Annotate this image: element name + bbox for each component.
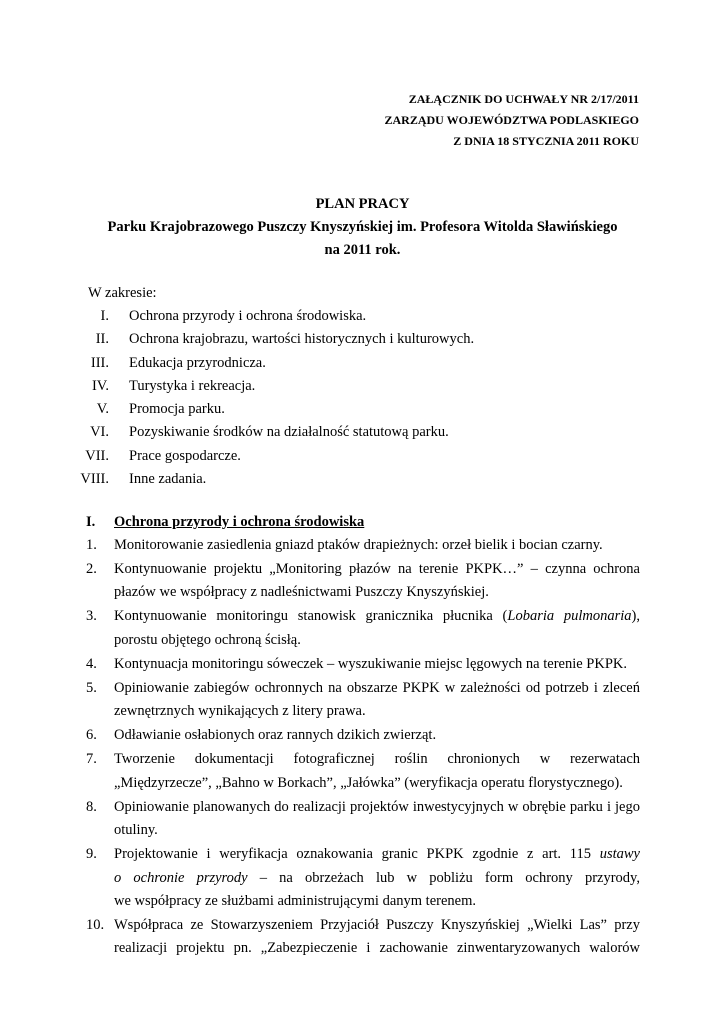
law-title: ustawy [599,846,640,863]
item-text [114,558,640,605]
item-text [114,653,640,676]
item-text [114,534,640,557]
title-line-3: na 2011 rok. [324,242,401,258]
item-text [114,677,640,724]
item-line: Kontynuowanie monitoringu stanowisk granicznika płucnika (Lobaria pulmonaria), [114,608,640,625]
item-number: 2. [86,561,97,578]
item-text [114,796,640,843]
header-line-3: Z DNIA 18 STYCZNIA 2011 ROKU [453,134,639,148]
list-item [86,653,640,676]
item-text [114,748,640,795]
item-number: 5. [86,679,97,696]
scope-item-text: Edukacja przyrodnicza. [129,354,266,371]
scope-list [70,305,474,491]
item-text [114,724,640,747]
species-name: Lobaria pulmonaria [507,608,632,625]
item-line: otuliny. [114,822,158,839]
scope-item [70,468,474,491]
scope-item-number: III. [90,354,109,371]
item-line: Opiniowanie zabiegów ochronnych na obszarze PKPK w zależności od potrzeb i zleceń [114,679,640,696]
title-line-1: PLAN PRACY [315,196,410,212]
item-line: Odławianie osłabionych oraz rannych dzikich zwierząt. [114,727,437,744]
scope-item-number: II. [95,331,109,348]
list-item [86,534,640,557]
list-item [86,677,640,724]
document-title [0,193,725,262]
section-items [86,534,640,961]
item-line: Współpraca ze Stowarzyszeniem Przyjaciół Puszczy Knyszyńskiej „Wielki Las” przy [114,916,640,933]
section-title: Ochrona przyrody i ochrona środowiska [114,514,365,530]
header-line-1: ZAŁĄCZNIK DO UCHWAŁY NR 2/17/2011 [408,92,639,106]
item-line: „Międzyrzecze”, „Bahno w Borkach”, „Jałówka” (weryfikacja operatu florystycznego). [114,774,623,791]
list-item [86,748,640,795]
scope-item-text: Prace gospodarcze. [129,447,241,464]
item-line: Projektowanie i weryfikacja oznakowania granic PKPK zgodnie z art. 115 ustawy [114,846,640,863]
list-item [86,558,640,605]
item-line: Kontynuowanie projektu „Monitoring płazów na terenie PKPK…” – czynna ochrona [114,561,640,578]
item-line: realizacji projektu pn. „Zabezpieczenie i zachowanie zinwentaryzowanych walorów [114,940,640,957]
item-number: 10. [86,916,105,933]
item-line: o ochronie przyrody – na obrzeżach lub w pobliżu form ochrony przyrody, [114,869,640,886]
scope-item [70,352,474,375]
scope-item-number: VII. [85,447,109,464]
section-number: I. [86,514,96,530]
scope-item-text: Inne zadania. [129,471,207,488]
section-heading [86,511,364,534]
scope-item [70,375,474,398]
scope-item-text: Ochrona przyrody i ochrona środowiska. [129,308,367,324]
scope-item-number: V. [96,401,109,418]
item-number: 1. [86,537,97,553]
item-line: płazów we współpracy z nadleśnictwami Puszczy Knyszyńskiej. [114,584,489,601]
scope-item [70,328,474,351]
item-line: zewnętrznych wynikających z litery prawa. [114,703,366,720]
item-number: 3. [86,608,97,625]
item-line: Kontynuacja monitoringu sóweczek – wyszukiwanie miejsc lęgowych na terenie PKPK. [114,655,628,672]
list-item [86,796,640,843]
item-number: 4. [86,655,97,672]
scope-item [70,398,474,421]
scope-item [70,445,474,468]
item-text [114,843,640,913]
list-item [86,724,640,747]
title-line-2: Parku Krajobrazowego Puszczy Knyszyńskiej im. Profesora Witolda Sławińskiego [107,219,618,235]
item-number: 9. [86,846,97,863]
scope-item-number: IV. [91,377,109,394]
resolution-header [385,89,640,152]
item-line: Tworzenie dokumentacji fotograficznej roślin chronionych w rezerwatach [114,751,640,768]
scope-item-number: VI. [90,424,109,441]
item-number: 6. [86,727,97,744]
scope-item-text: Pozyskiwanie środków na działalność statutową parku. [129,424,449,441]
scope-item [70,421,474,444]
item-number: 8. [86,798,97,815]
item-line: Opiniowanie planowanych do realizacji projektów inwestycyjnych w obrębie parku i jego [114,798,640,815]
scope-item-number: VIII. [80,471,109,488]
item-text [114,605,640,652]
list-item [86,914,640,961]
header-line-2: ZARZĄDU WOJEWÓDZTWA PODLASKIEGO [384,113,639,127]
item-number: 7. [86,751,97,768]
item-line: porostu objętego ochroną ścisłą. [114,631,301,648]
law-title: o ochronie przyrody [114,869,248,886]
scope-label: W zakresie: [88,285,157,301]
scope-item-number: I. [100,308,109,324]
item-line: Monitorowanie zasiedlenia gniazd ptaków drapieżnych: orzeł bielik i bocian czarny. [114,537,603,553]
scope-item-text: Promocja parku. [129,401,225,418]
item-line: we współpracy ze służbami administrującymi danym terenem. [114,892,476,909]
scope-item [70,305,474,328]
scope-item-text: Ochrona krajobrazu, wartości historycznych i kulturowych. [129,331,475,348]
item-text [114,914,640,961]
scope-item-text: Turystyka i rekreacja. [129,377,256,394]
list-item [86,843,640,913]
list-item [86,605,640,652]
